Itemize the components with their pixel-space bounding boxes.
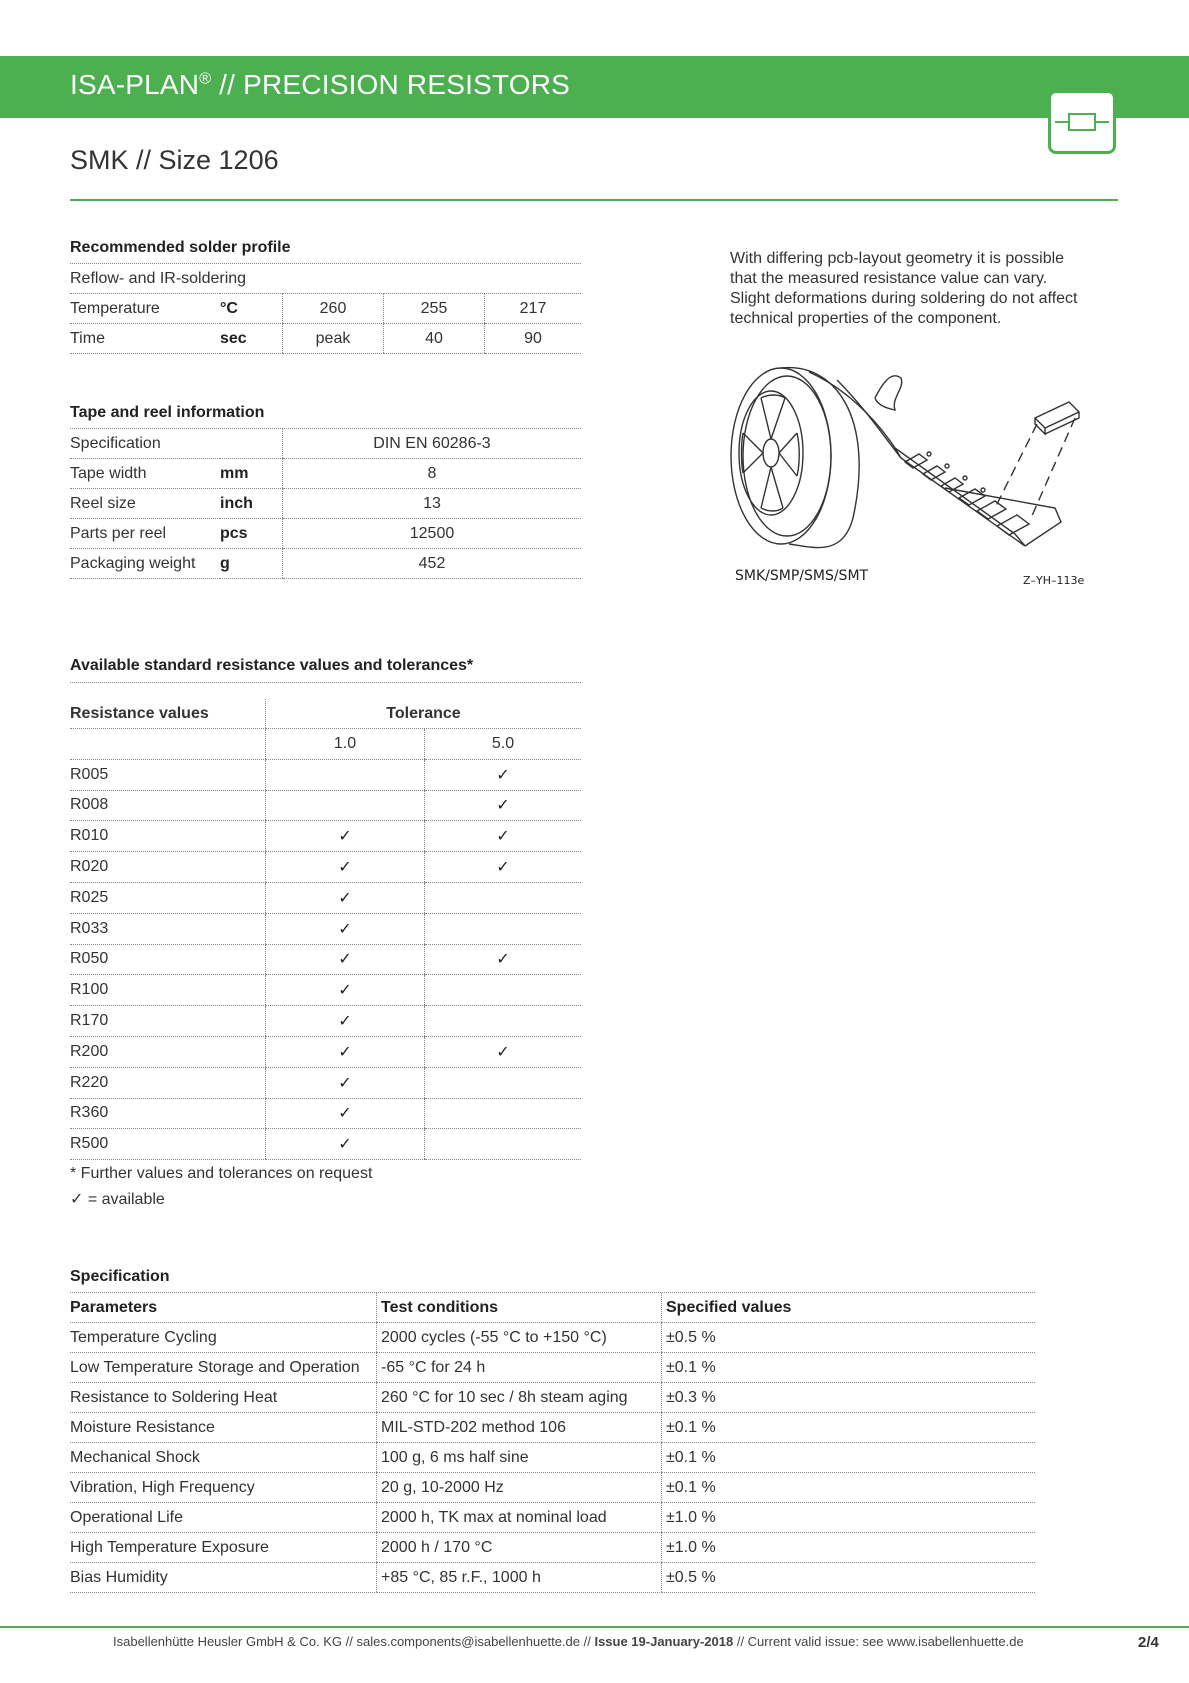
table-row <box>70 489 581 519</box>
solder-profile-title: Recommended solder profile <box>70 239 291 256</box>
row-unit: sec <box>220 324 283 354</box>
tolerance-header: Tolerance <box>266 699 582 729</box>
solder-method: Reflow- and IR-soldering <box>70 264 581 294</box>
tolerance-1-check: ✓ <box>266 913 425 944</box>
tape-reel-figure <box>725 358 1105 590</box>
resistance-value: R033 <box>70 913 266 944</box>
cell-value: peak <box>283 324 384 354</box>
specification-rows <box>70 1323 1035 1593</box>
table-row <box>70 1323 1035 1353</box>
cell-value: 217 <box>485 294 582 324</box>
parameter-cell: Low Temperature Storage and Operation <box>70 1353 377 1383</box>
tape-reel-table <box>70 429 581 579</box>
table-row <box>70 1533 1035 1563</box>
footer-text <box>113 1634 1024 1649</box>
cell-value: DIN EN 60286-3 <box>283 429 582 459</box>
tolerance-5-check: ✓ <box>425 790 582 821</box>
table-row <box>70 1036 581 1067</box>
resistance-rows <box>70 759 581 1159</box>
title-text: // PRECISION RESISTORS <box>211 69 571 100</box>
table-row <box>70 882 581 913</box>
parameter-cell: Temperature Cycling <box>70 1323 377 1353</box>
cell-value: 260 <box>283 294 384 324</box>
test-condition-cell: 2000 cycles (-55 °C to +150 °C) <box>377 1323 662 1353</box>
table-header-row <box>70 699 581 729</box>
tolerance-5-check: ✓ <box>425 944 582 975</box>
registered-mark: ® <box>199 70 212 88</box>
test-condition-cell: 2000 h / 170 °C <box>377 1533 662 1563</box>
table-row <box>70 1503 1035 1533</box>
table-row <box>70 1413 1035 1443</box>
table-header-row <box>70 1293 1035 1323</box>
test-condition-cell: -65 °C for 24 h <box>377 1353 662 1383</box>
table-row <box>70 1383 1035 1413</box>
resistance-value: R005 <box>70 759 266 790</box>
test-conditions-header: Test conditions <box>377 1293 662 1323</box>
footer-valid-issue: // Current valid issue: see www.isabellenhuette.de <box>733 1634 1024 1649</box>
parameter-cell: Resistance to Soldering Heat <box>70 1383 377 1413</box>
row-label: Tape width <box>70 459 220 489</box>
tolerance-5-check <box>425 913 582 944</box>
cell-value: 13 <box>283 489 582 519</box>
resistance-value: R050 <box>70 944 266 975</box>
page-title <box>70 69 570 101</box>
resistor-badge <box>1048 90 1116 154</box>
tolerance-1-check: ✓ <box>266 1129 425 1160</box>
cell-value: 255 <box>384 294 485 324</box>
table-row <box>70 1563 1035 1593</box>
section-rule <box>70 682 581 683</box>
row-label: Time <box>70 324 220 354</box>
table-row <box>70 324 581 354</box>
footer-company: Isabellenhütte Heusler GmbH & Co. KG // sales.components@isabellenhuette.de // <box>113 1634 595 1649</box>
tolerance-1-check: ✓ <box>266 944 425 975</box>
table-row <box>70 1443 1035 1473</box>
tolerance-5-check: ✓ <box>425 852 582 883</box>
tolerance-5-check <box>425 975 582 1006</box>
specified-value-cell: ±0.1 % <box>662 1353 1036 1383</box>
resistance-value: R010 <box>70 821 266 852</box>
tolerance-1-check: ✓ <box>266 852 425 883</box>
parameter-cell: Mechanical Shock <box>70 1443 377 1473</box>
tolerance-1-check <box>266 790 425 821</box>
row-unit: inch <box>220 489 283 519</box>
blank-cell <box>70 729 266 760</box>
tolerance-subheader-row <box>70 729 581 760</box>
resistance-value: R008 <box>70 790 266 821</box>
resistance-value: R220 <box>70 1067 266 1098</box>
row-unit: °C <box>220 294 283 324</box>
tolerance-5-check <box>425 1098 582 1129</box>
table-row <box>70 429 581 459</box>
check-legend: ✓ = available <box>70 1191 165 1208</box>
test-condition-cell: 260 °C for 10 sec / 8h steam aging <box>377 1383 662 1413</box>
table-row <box>70 944 581 975</box>
table-row <box>70 852 581 883</box>
table-row <box>70 1067 581 1098</box>
product-subtitle: SMK // Size 1206 <box>70 145 279 175</box>
tolerance-1-check: ✓ <box>266 821 425 852</box>
cell-value: 40 <box>384 324 485 354</box>
parameter-cell: Moisture Resistance <box>70 1413 377 1443</box>
figure-caption: SMK/SMP/SMS/SMT <box>735 568 869 584</box>
tape-reel-illustration <box>725 358 1105 590</box>
parameter-cell: High Temperature Exposure <box>70 1533 377 1563</box>
resistance-title: Available standard resistance values and tolerances* <box>70 657 474 674</box>
table-row <box>70 913 581 944</box>
row-unit: mm <box>220 459 283 489</box>
row-unit: pcs <box>220 519 283 549</box>
parameter-cell: Operational Life <box>70 1503 377 1533</box>
table-row <box>70 821 581 852</box>
cell-value: 452 <box>283 549 582 579</box>
resistor-icon <box>1051 93 1113 151</box>
specified-value-cell: ±1.0 % <box>662 1533 1036 1563</box>
table-row <box>70 1353 1035 1383</box>
specified-values-header: Specified values <box>662 1293 1036 1323</box>
tolerance-5-check: ✓ <box>425 821 582 852</box>
row-label: Specification <box>70 429 220 459</box>
tolerance-5: 5.0 <box>425 729 582 760</box>
tolerance-1-check: ✓ <box>266 882 425 913</box>
test-condition-cell: 20 g, 10-2000 Hz <box>377 1473 662 1503</box>
table-row <box>70 519 581 549</box>
test-condition-cell: MIL-STD-202 method 106 <box>377 1413 662 1443</box>
resistance-footnote: * Further values and tolerances on request <box>70 1165 373 1182</box>
row-label: Reel size <box>70 489 220 519</box>
footer-divider <box>0 1626 1189 1628</box>
resistance-value: R170 <box>70 1006 266 1037</box>
table-row <box>70 1098 581 1129</box>
tolerance-1-check: ✓ <box>266 1067 425 1098</box>
tolerance-1-check: ✓ <box>266 975 425 1006</box>
tolerance-1-check: ✓ <box>266 1098 425 1129</box>
table-row <box>70 1473 1035 1503</box>
footer-issue: Issue 19-January-2018 <box>594 1634 734 1649</box>
pcb-layout-note: With differing pcb-layout geometry it is possible that the measured resistance value can vary. Slight deformations during soldering do not affect technical properties of the component. <box>730 250 1078 327</box>
table-row <box>70 1129 581 1160</box>
row-unit <box>220 429 283 459</box>
test-condition-cell: 100 g, 6 ms half sine <box>377 1443 662 1473</box>
row-label: Parts per reel <box>70 519 220 549</box>
brand-name: ISA-PLAN <box>70 69 200 100</box>
tolerance-5-check <box>425 1129 582 1160</box>
table-row <box>70 459 581 489</box>
tolerance-1: 1.0 <box>266 729 425 760</box>
tape-reel-title: Tape and reel information <box>70 404 265 421</box>
resistance-value: R360 <box>70 1098 266 1129</box>
test-condition-cell: 2000 h, TK max at nominal load <box>377 1503 662 1533</box>
tolerance-5-check: ✓ <box>425 1036 582 1067</box>
parameters-header: Parameters <box>70 1293 377 1323</box>
resistance-value: R020 <box>70 852 266 883</box>
specified-value-cell: ±0.1 % <box>662 1413 1036 1443</box>
specified-value-cell: ±1.0 % <box>662 1503 1036 1533</box>
solder-profile-table <box>70 264 581 354</box>
cell-value: 12500 <box>283 519 582 549</box>
specified-value-cell: ±0.5 % <box>662 1323 1036 1353</box>
table-row <box>70 975 581 1006</box>
tolerance-1-check: ✓ <box>266 1006 425 1037</box>
specified-value-cell: ±0.5 % <box>662 1563 1036 1593</box>
specified-value-cell: ±0.3 % <box>662 1383 1036 1413</box>
tolerance-5-check <box>425 882 582 913</box>
figure-code: Z–YH–113e <box>1023 574 1085 587</box>
tolerance-5-check <box>425 1006 582 1037</box>
page-number: 2/4 <box>1138 1634 1159 1651</box>
row-unit: g <box>220 549 283 579</box>
header-divider <box>70 199 1118 201</box>
row-label: Packaging weight <box>70 549 220 579</box>
cell-value: 8 <box>283 459 582 489</box>
parameter-cell: Vibration, High Frequency <box>70 1473 377 1503</box>
test-condition-cell: +85 °C, 85 r.F., 1000 h <box>377 1563 662 1593</box>
parameter-cell: Bias Humidity <box>70 1563 377 1593</box>
resistance-value: R200 <box>70 1036 266 1067</box>
tolerance-5-check <box>425 1067 582 1098</box>
table-row <box>70 549 581 579</box>
resistance-value: R025 <box>70 882 266 913</box>
tolerance-5-check: ✓ <box>425 759 582 790</box>
tolerance-1-check: ✓ <box>266 1036 425 1067</box>
tolerance-1-check <box>266 759 425 790</box>
specification-table <box>70 1293 1035 1593</box>
row-label: Temperature <box>70 294 220 324</box>
table-row <box>70 294 581 324</box>
specified-value-cell: ±0.1 % <box>662 1473 1036 1503</box>
resistance-value: R500 <box>70 1129 266 1160</box>
table-row <box>70 1006 581 1037</box>
table-row <box>70 759 581 790</box>
resistance-table <box>70 699 581 1160</box>
specification-title: Specification <box>70 1268 170 1285</box>
resistance-values-header: Resistance values <box>70 699 266 729</box>
specified-value-cell: ±0.1 % <box>662 1443 1036 1473</box>
resistance-value: R100 <box>70 975 266 1006</box>
cell-value: 90 <box>485 324 582 354</box>
table-row <box>70 790 581 821</box>
